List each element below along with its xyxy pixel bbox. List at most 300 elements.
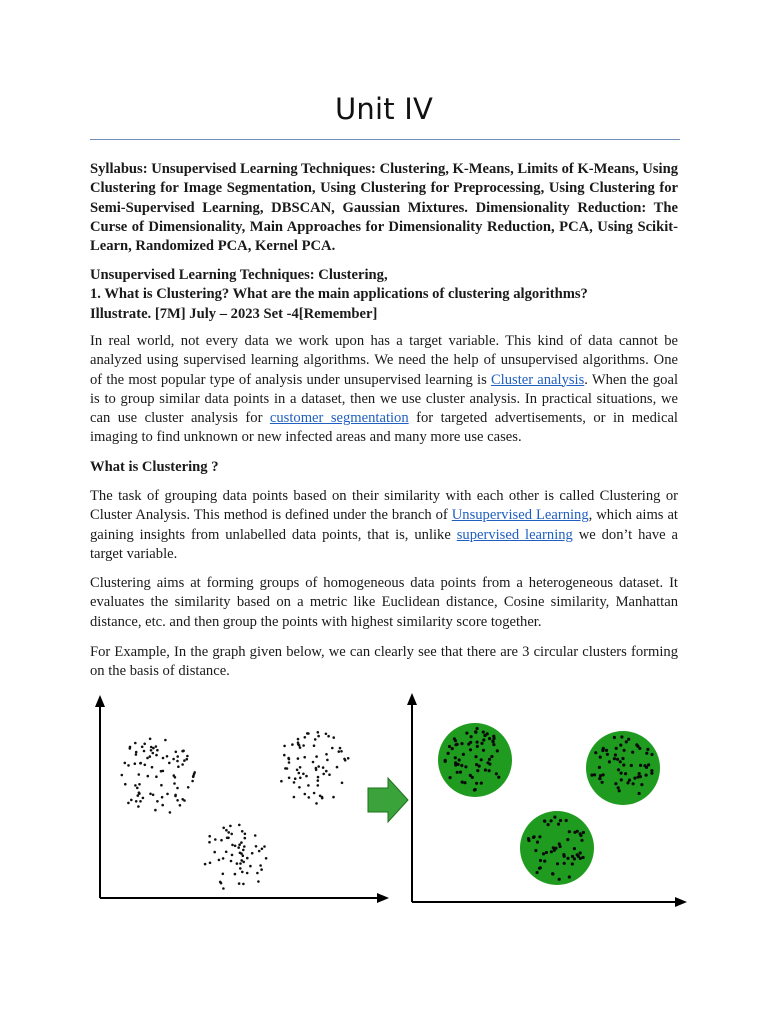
scatter-point <box>176 760 179 763</box>
scatter-point <box>259 864 262 867</box>
scatter-point <box>149 738 152 741</box>
cluster-point <box>478 765 481 768</box>
cluster-point <box>617 786 620 789</box>
scatter-point <box>138 773 141 776</box>
scatter-point <box>313 744 316 747</box>
cluster-point <box>625 740 628 743</box>
cluster-point <box>488 737 491 740</box>
scatter-point <box>156 749 159 752</box>
cluster-point <box>650 769 653 772</box>
scatter-point <box>296 769 299 772</box>
cluster-point <box>474 755 477 758</box>
scatter-point <box>155 775 158 778</box>
scatter-point <box>124 783 127 786</box>
cluster-point <box>533 835 536 838</box>
scatter-point <box>175 751 178 754</box>
cluster-point <box>461 781 464 784</box>
scatter-point <box>325 770 328 773</box>
scatter-point <box>341 782 344 785</box>
title-divider <box>90 139 680 140</box>
scatter-point <box>135 800 138 803</box>
example-paragraph: For Example, In the graph given below, we can clearly see that there are 3 circular clusters forming on the basis of distance. <box>90 644 678 680</box>
cluster-point <box>559 819 562 822</box>
cluster-point <box>599 756 602 759</box>
intro-paragraph <box>90 332 678 448</box>
aims-paragraph: Clustering aims at forming groups of homogeneous data points from a heterogeneous dataset. It evaluates the similarity based on a metric like Euclidean distance, Cosine similarity, Manhattan distance, etc. and then group the points with highest similarity score together. <box>90 575 678 630</box>
cluster-point <box>454 756 457 759</box>
scatter-point <box>242 849 245 852</box>
scatter-point <box>241 830 244 833</box>
cluster-point <box>613 757 616 760</box>
scatter-point <box>229 825 232 828</box>
scatter-point <box>332 736 335 739</box>
scatter-point <box>149 793 152 796</box>
supervised-learning-link[interactable]: supervised learning <box>456 526 573 543</box>
scatter-point <box>186 758 189 761</box>
scatter-point <box>293 781 296 784</box>
cluster-point <box>488 758 491 761</box>
cluster-point <box>538 867 541 870</box>
cluster-3 <box>520 811 594 885</box>
scatter-point <box>238 882 241 885</box>
scatter-point <box>220 839 223 842</box>
scatter-point <box>141 746 144 749</box>
cluster-point <box>619 744 622 747</box>
scatter-point <box>299 746 302 749</box>
cluster-point <box>538 835 541 838</box>
scatter-point <box>239 862 242 865</box>
cluster-point <box>626 781 629 784</box>
scatter-point <box>240 841 243 844</box>
cluster-point <box>624 772 627 775</box>
scatter-point <box>299 766 302 769</box>
scatter-point <box>230 833 233 836</box>
scatter-point <box>315 802 318 805</box>
cluster-point <box>482 731 485 734</box>
scatter-point <box>298 772 301 775</box>
scatter-point <box>291 743 294 746</box>
scatter-point <box>343 758 346 761</box>
customer-segmentation-link[interactable]: customer segmentation <box>269 410 409 427</box>
cluster-point <box>638 792 641 795</box>
scatter-point <box>225 851 228 854</box>
cluster-point <box>606 753 609 756</box>
scatter-point <box>288 761 291 764</box>
cluster-point <box>632 782 635 785</box>
cluster-point <box>635 743 638 746</box>
scatter-point <box>242 854 245 857</box>
scatter-point <box>181 750 184 753</box>
scatter-point <box>176 799 179 802</box>
scatter-point <box>332 796 335 799</box>
scatter-point <box>176 755 179 758</box>
cluster-point <box>454 743 457 746</box>
scatter-point <box>213 851 216 854</box>
scatter-point <box>313 792 316 795</box>
scatter-point <box>254 834 257 837</box>
scatter-point <box>244 833 247 836</box>
cluster-point <box>496 749 499 752</box>
cluster-point <box>633 777 636 780</box>
scatter-point <box>146 757 149 760</box>
cluster-point <box>650 753 653 756</box>
scatter-point <box>234 845 237 848</box>
scatter-point <box>322 766 325 769</box>
cluster-point <box>475 782 478 785</box>
scatter-point <box>191 780 194 783</box>
scatter-point <box>134 762 137 765</box>
cluster-analysis-link[interactable]: Cluster analysis <box>490 371 585 388</box>
scatter-point <box>220 882 223 885</box>
cluster-point <box>576 853 579 856</box>
scatter-point <box>242 883 245 886</box>
cluster-point <box>579 834 582 837</box>
scatter-point <box>179 804 182 807</box>
scatter-point <box>222 827 225 830</box>
question-line-3: Illustrate. [7M] July – 2023 Set -4[Remember] <box>90 305 378 322</box>
scatter-point <box>234 873 237 876</box>
cluster-point <box>463 781 466 784</box>
cluster-point <box>480 782 483 785</box>
scatter-point <box>129 747 132 750</box>
scatter-point <box>222 873 225 876</box>
cluster-point <box>601 781 604 784</box>
cluster-point <box>579 851 582 854</box>
cluster-point <box>469 748 472 751</box>
page-title: Unit IV <box>334 92 434 126</box>
cluster-point <box>448 745 451 748</box>
cluster-point <box>614 782 617 785</box>
scatter-point <box>169 811 172 814</box>
cluster-point <box>447 752 450 755</box>
scatter-point <box>134 742 137 745</box>
cluster-point <box>482 738 485 741</box>
cluster-point <box>645 774 648 777</box>
scatter-point <box>225 829 228 832</box>
scatter-point <box>308 796 311 799</box>
cluster-point <box>639 764 642 767</box>
scatter-point <box>135 753 138 756</box>
cluster-point <box>566 857 569 860</box>
scatter-point <box>231 844 234 847</box>
scatter-point <box>124 762 127 765</box>
cluster-point <box>594 751 597 754</box>
cluster-point <box>566 838 569 841</box>
cluster-point <box>536 841 539 844</box>
scatter-point <box>302 773 305 776</box>
scatter-point <box>166 793 169 796</box>
cluster-point <box>608 760 611 763</box>
cluster-point <box>459 771 462 774</box>
cluster-point <box>645 752 648 755</box>
scatter-point <box>152 752 155 755</box>
cluster-point <box>573 847 576 850</box>
cluster-point <box>543 860 546 863</box>
scatter-point <box>305 775 308 778</box>
scatter-point <box>138 783 141 786</box>
scatter-point <box>246 872 249 875</box>
scatter-point <box>322 773 325 776</box>
scatter-point <box>241 871 244 874</box>
scatter-point <box>136 787 139 790</box>
cluster-point <box>482 749 485 752</box>
cluster-point <box>469 741 472 744</box>
scatter-point <box>339 747 342 750</box>
scatter-point <box>294 777 297 780</box>
scatter-point <box>283 754 286 757</box>
scatter-point <box>183 759 186 762</box>
scatter-point <box>152 794 155 797</box>
definition-text-3: we don’t have a target variable. <box>90 526 678 562</box>
cluster-point <box>550 850 553 853</box>
cluster-point <box>476 741 479 744</box>
scatter-point <box>231 854 234 857</box>
cluster-point <box>553 816 556 819</box>
cluster-point <box>488 763 491 766</box>
scatter-point <box>244 837 247 840</box>
cluster-point <box>647 763 650 766</box>
scatter-point <box>263 845 266 848</box>
question-block <box>90 266 678 324</box>
cluster-point <box>582 831 585 834</box>
cluster-point <box>605 749 608 752</box>
scatter-point <box>204 863 207 866</box>
scatter-point <box>176 787 179 790</box>
cluster-point <box>620 735 623 738</box>
cluster-point <box>490 755 493 758</box>
cluster-point <box>476 769 479 772</box>
cluster-point <box>615 747 618 750</box>
scatter-point <box>317 776 320 779</box>
cluster-point <box>565 819 568 822</box>
cluster-point <box>621 757 624 760</box>
scatter-point <box>147 775 150 778</box>
scatter-point <box>238 824 241 827</box>
cluster-point <box>534 849 537 852</box>
cluster-point <box>460 742 463 745</box>
cluster-point <box>622 763 625 766</box>
question-line-2: 1. What is Clustering? What are the main applications of clustering algorithms? <box>90 286 588 303</box>
cluster-point <box>550 819 553 822</box>
scatter-point <box>317 784 320 787</box>
cluster-point <box>495 772 498 775</box>
scatter-point <box>173 782 176 785</box>
scatter-point <box>261 848 264 851</box>
scatter-point <box>161 796 164 799</box>
scatter-point <box>315 755 318 758</box>
definition-text-2: , which aims at gaining insights from unlabelled data points, that is, unlike <box>90 507 678 543</box>
cluster-point <box>460 764 463 767</box>
cluster-point <box>536 871 539 874</box>
scatter-point <box>162 757 165 760</box>
cluster-point <box>557 823 560 826</box>
cluster-point <box>449 776 452 779</box>
cluster-point <box>568 875 571 878</box>
scatter-point <box>286 767 289 770</box>
cluster-point <box>630 764 633 767</box>
cluster-point <box>640 783 643 786</box>
scatter-point <box>183 799 186 802</box>
cluster-point <box>492 735 495 738</box>
cluster-point <box>488 769 491 772</box>
cluster-point <box>645 766 648 769</box>
cluster-point <box>571 855 574 858</box>
scatter-point <box>317 765 320 768</box>
scatter-point <box>208 841 211 844</box>
cluster-point <box>553 849 556 852</box>
scatter-point <box>298 786 301 789</box>
cluster-point <box>456 771 459 774</box>
cluster-point <box>527 838 530 841</box>
scatter-point <box>328 773 331 776</box>
cluster-point <box>539 859 542 862</box>
scatter-point <box>156 800 159 803</box>
scatter-point <box>193 771 196 774</box>
cluster-point <box>542 852 545 855</box>
scatter-point <box>237 846 240 849</box>
cluster-point <box>497 776 500 779</box>
scatter-point <box>257 880 260 883</box>
clustering-diagram <box>90 688 690 928</box>
cluster-point <box>543 819 546 822</box>
cluster-point <box>646 748 649 751</box>
scatter-point <box>192 775 195 778</box>
cluster-point <box>484 768 487 771</box>
cluster-disk <box>438 723 512 797</box>
scatter-point <box>160 784 163 787</box>
scatter-point <box>283 745 286 748</box>
cluster-point <box>492 743 495 746</box>
cluster-point <box>618 789 621 792</box>
scatter-point <box>139 800 142 803</box>
cluster-point <box>551 872 554 875</box>
scatter-point <box>315 767 318 770</box>
cluster-point <box>480 742 483 745</box>
cluster-point <box>580 839 583 842</box>
cluster-point <box>582 856 585 859</box>
cluster-point <box>620 778 623 781</box>
scatter-point <box>327 735 330 738</box>
scatter-point <box>121 774 124 777</box>
scatter-point <box>172 758 175 761</box>
scatter-point <box>319 795 322 798</box>
definition-text-1: The task of grouping data points based on their similarity with each other is called Clustering or Cluster Analysis. This method is defined under the branch of <box>90 488 678 524</box>
scatter-point <box>208 835 211 838</box>
scatter-point <box>161 804 164 807</box>
scatter-point <box>227 837 230 840</box>
scatter-point <box>336 766 339 769</box>
definition-paragraph <box>90 487 678 564</box>
cluster-point <box>471 776 474 779</box>
cluster-point <box>462 753 465 756</box>
scatter-point <box>303 756 306 759</box>
scatter-point <box>227 831 230 834</box>
cluster-point <box>590 774 593 777</box>
scatter-point <box>314 738 317 741</box>
scatter-point <box>242 861 245 864</box>
scatter-point <box>135 751 138 754</box>
scatter-point <box>142 797 145 800</box>
cluster-point <box>451 747 454 750</box>
cluster-point <box>470 735 473 738</box>
cluster-point <box>556 862 559 865</box>
scatter-point <box>249 865 252 868</box>
scatter-point <box>304 793 307 796</box>
scatter-point <box>209 862 212 865</box>
cluster-point <box>638 747 641 750</box>
cluster-point <box>458 758 461 761</box>
cluster-point <box>599 774 602 777</box>
cluster-point <box>619 760 622 763</box>
cluster-point <box>476 727 479 730</box>
unsupervised-learning-link[interactable]: Unsupervised Learning <box>451 507 589 524</box>
cluster-point <box>639 775 642 778</box>
scatter-point <box>325 733 328 736</box>
scatter-point <box>134 784 137 787</box>
scatter-point <box>130 799 133 802</box>
intro-text-1: In real world, not every data we work upon has a target variable. This kind of data cannot be analyzed using supervised learning algorithms. We need the help of unsupervised algorithms. One of the most popular type of analysis under unsupervised learning is <box>90 333 678 388</box>
cluster-point <box>638 772 641 775</box>
scatter-point <box>139 762 142 765</box>
question-line-1: Unsupervised Learning Techniques: Clustering, <box>90 267 388 283</box>
scatter-point <box>143 750 146 753</box>
scatter-point <box>338 750 341 753</box>
cluster-point <box>631 751 634 754</box>
scatter-point <box>256 872 259 875</box>
cluster-point <box>454 761 457 764</box>
clustering-figure <box>90 688 690 928</box>
scatter-point <box>137 794 140 797</box>
scatter-point <box>181 763 184 766</box>
syllabus-paragraph: Syllabus: Unsupervised Learning Techniques: Clustering, K-Means, Limits of K-Means, Using Clustering for Image Segmentation, Using Clustering for Preprocessing, Using Clustering for Semi-Supervised Learning, DBSCAN, Gaussian Mixtures. Dimensionality Reduction: The Curse of Dimensionality, Main Approaches for Dimensionality Reduction, PCA, Using Scikit-Learn, Randomized PCA, Kernel PCA. <box>90 161 678 255</box>
scatter-point <box>236 862 239 865</box>
cluster-point <box>598 766 601 769</box>
scatter-point <box>302 744 305 747</box>
cluster-point <box>613 736 616 739</box>
scatter-point <box>307 784 310 787</box>
scatter-point <box>326 759 329 762</box>
scatter-point <box>177 765 180 768</box>
scatter-point <box>258 850 261 853</box>
scatter-point <box>150 746 153 749</box>
scatter-point <box>288 758 291 761</box>
cluster-point <box>473 788 476 791</box>
cluster-point <box>573 831 576 834</box>
cluster-point <box>492 740 495 743</box>
cluster-point <box>480 758 483 761</box>
cluster-point <box>545 851 548 854</box>
scatter-point <box>251 852 254 855</box>
scatter-point <box>304 736 307 739</box>
scatter-point <box>243 845 246 848</box>
cluster-point <box>483 734 486 737</box>
cluster-point <box>444 760 447 763</box>
scatter-point <box>149 755 152 758</box>
cluster-point <box>454 739 457 742</box>
scatter-point <box>127 802 130 805</box>
scatter-point <box>246 857 249 860</box>
scatter-point <box>127 764 130 767</box>
scatter-point <box>239 867 242 870</box>
scatter-point <box>174 776 177 779</box>
scatter-point <box>297 738 300 741</box>
cluster-point <box>598 777 601 780</box>
cluster-point <box>465 732 468 735</box>
scatter-point <box>280 780 283 783</box>
scatter-point <box>317 731 320 734</box>
cluster-disk <box>586 731 660 805</box>
scatter-point <box>239 852 242 855</box>
